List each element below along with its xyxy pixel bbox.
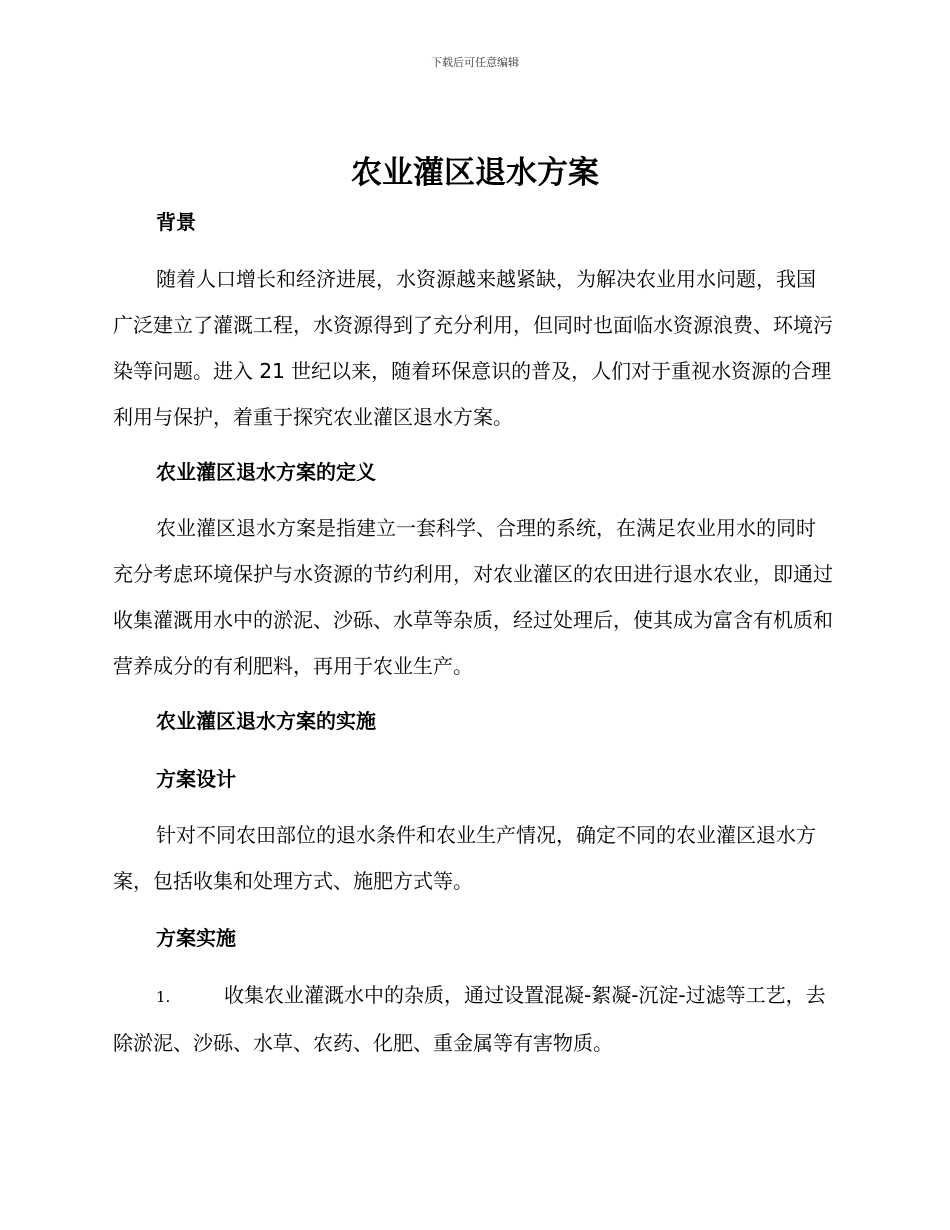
heading-execution: 方案实施 [156,926,236,950]
list-item-text: 收集农业灌溉水中的杂质，通过设置混凝-絮凝-沉淀-过滤等工艺，去除淤泥、沙砾、水草、农药、化肥、重金属等有害物质。 [113,983,826,1055]
heading-implementation: 农业灌区退水方案的实施 [156,709,376,733]
document-title: 农业灌区退水方案 [351,155,599,191]
list-item [113,972,835,1066]
page-header-note: 下载后可任意编辑 [431,56,519,69]
heading-background: 背景 [156,210,196,234]
heading-definition: 农业灌区退水方案的定义 [156,460,376,484]
paragraph-background: 随着人口增长和经济进展，水资源越来越紧缺，为解决农业用水问题，我国广泛建立了灌溉工程，水资源得到了充分利用，但同时也面临水资源浪费、环境污染等问题。进入 21 世纪以来，随着环保意识的普及，人们对于重视水资源的合理利用与保护，着重于探究农业灌区退水方案。 [113,267,833,429]
list-item-number: 1. [156,988,171,1006]
paragraph-design: 针对不同农田部位的退水条件和农业生产情况，确定不同的农业灌区退水方案，包括收集和处理方式、施肥方式等。 [113,823,816,893]
heading-design: 方案设计 [156,767,236,791]
paragraph-definition: 农业灌区退水方案是指建立一套科学、合理的系统，在满足农业用水的同时充分考虑环境保护与水资源的节约利用，对农业灌区的农田进行退水农业，即通过收集灌溉用水中的淤泥、沙砾、水草等杂质，经过处理后，使其成为富含有机质和营养成分的有利肥料，再用于农业生产。 [113,516,833,678]
